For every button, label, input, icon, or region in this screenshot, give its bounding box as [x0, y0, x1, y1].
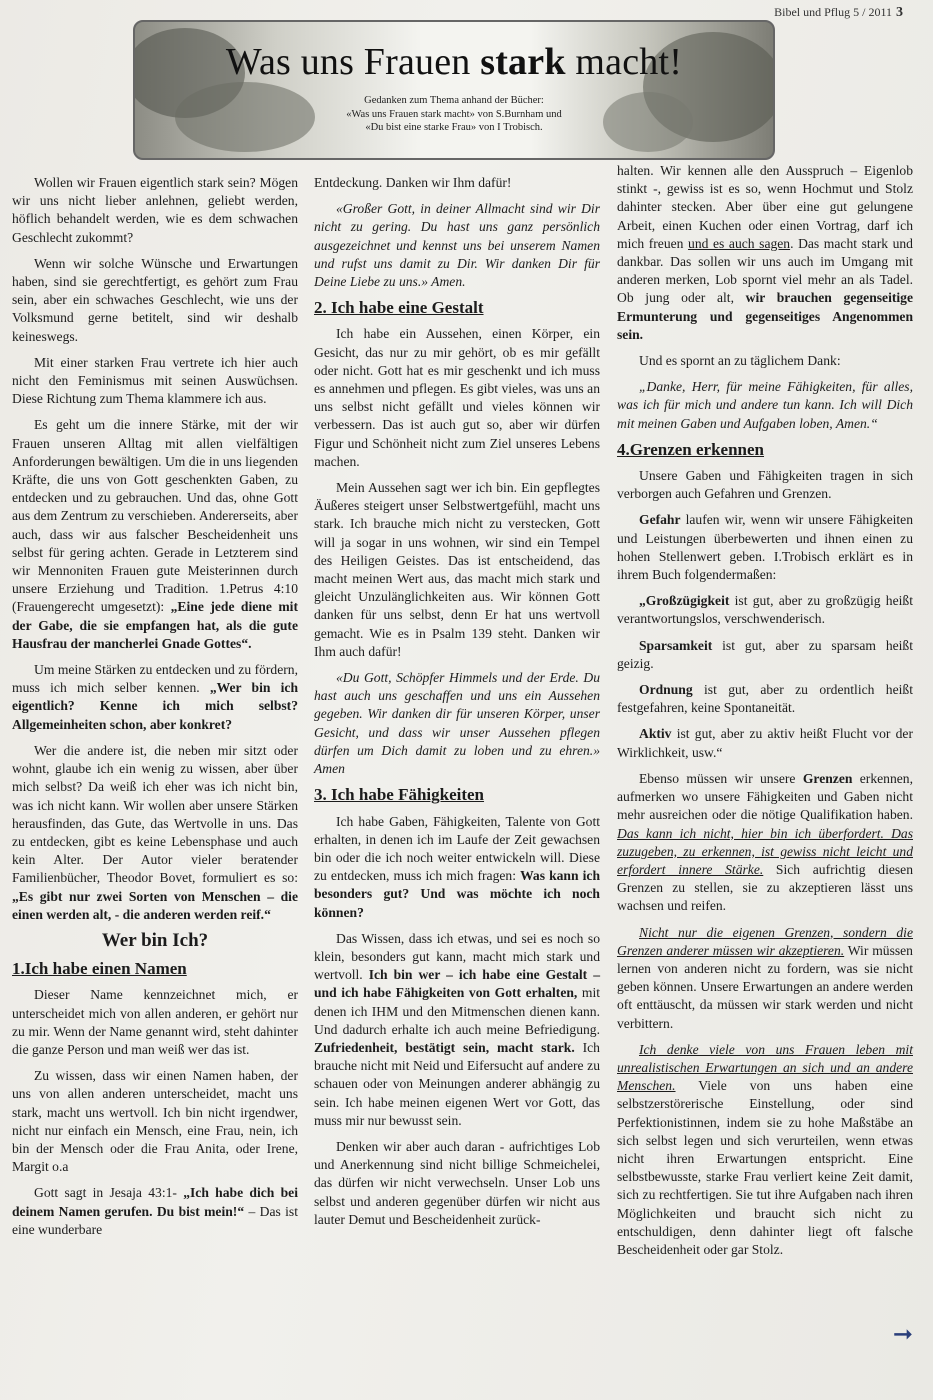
banner-leaf-decoration: [175, 82, 315, 152]
continue-arrow-icon: ➞: [892, 1320, 913, 1348]
paragraph: Mit einer starken Frau vertrete ich hier auch nicht den Feminismus mit seinen Auswüchsen. Diese Richtung zum Thema klammere ich aus.: [12, 354, 298, 407]
column-1: [12, 174, 298, 1247]
prayer-quote: «Großer Gott, in deiner Allmacht sind wir Dir nicht zu gering. Du hast uns ganz persönlich ausgezeichnet und kennst uns bei unserem Namen und rufst uns damit zu Dir. Wir danken Dir für Deine Liebe zu uns.» Amen.: [314, 201, 600, 290]
paragraph: Nicht nur die eigenen Grenzen, sondern die Grenzen anderer müssen wir akzeptieren. Wir müssen lernen von anderen nicht zu fordern, was sie nicht geben können. Unsere Erwartungen an andere werden oft enttäuscht, da müssen wir stark werden und nicht verbittern.: [617, 924, 913, 1031]
paragraph: Ich habe Gaben, Fähigkeiten, Talente von Gott erhalten, in denen ich im Laufe der Zeit gewachsen bin oder die ich noch weiter entwickeln will. Diese zu entdecken, muss ich mich fragen: Was kann ich besonders gut? Und was möchte ich noch können?: [314, 813, 601, 920]
page-number: 3: [896, 5, 903, 20]
paragraph: Entdeckung. Danken wir Ihm dafür!: [314, 175, 512, 190]
paragraph: Und es spornt an zu täglichem Dank:: [639, 353, 841, 369]
article-title: Was uns Frauen stark macht!: [225, 41, 683, 83]
subsection-heading: 2. Ich habe eine Gestalt: [314, 298, 484, 318]
paragraph: Ich denke viele von uns Frauen leben mit unrealistischen Erwartungen an sich und an andere Menschen. Viele von uns haben eine selbstzerstörerische Einstellung, oder sind Perfektionistinnen, indem sie zu hohe Maßstäbe an sich selbst legen und sich verurteilen, wenn etwas nicht ihren Erwartungen entspricht. Eine selbstbewusste, starke Frau verliert keine Zeit damit, sich zu rechtfertigen. Sie tut ihre Aufgaben nach ihren Möglichkeiten und braucht sich nicht zu entschuldigen, denn dahinter liegt oft falsche Bescheidenheit oder gar Stolz.: [617, 1041, 913, 1257]
column-3: [617, 162, 913, 1267]
banner-leaf-decoration: [603, 92, 693, 152]
subsection-heading: 3. Ich habe Fähigkeiten: [314, 785, 485, 805]
paragraph: Unsere Gaben und Fähigkeiten tragen in sich verborgen auch Gefahren und Grenzen.: [617, 468, 913, 502]
paragraph: Ordnung ist gut, aber zu ordentlich heißt festgefahren, keine Spontaneität.: [617, 682, 913, 716]
paragraph: Um meine Stärken zu entdecken und zu fördern, muss ich mich selber kennen. „Wer bin ich eigentlich? Kenne ich mich selbst? Allgemeinheiten schon, aber konkret?: [12, 662, 299, 732]
paragraph: Wollen wir Frauen eigentlich stark sein? Mögen wir uns nicht lieber anlehnen, geliebt werden, höflich behandelt werden, wie es dem schwachen Geschlecht zukommt?: [12, 175, 298, 245]
paragraph: Zu wissen, dass wir einen Namen haben, der uns von allen anderen unterscheidet, macht uns stark, macht uns wertvoll. Ich bin nicht irgendwer, nicht nur einfach ein Mensch, eine Frau, nein, ich bin der Mensch oder die Frau Anita, oder Irene, Margit o.a: [12, 1068, 298, 1175]
paragraph: „Großzügigkeit ist gut, aber zu großzügig heißt verantwortungslos, verschwenderisch.: [617, 593, 913, 627]
paragraph: Ebenso müssen wir unsere Grenzen erkennen, aufmerken wo unsere Fähigkeiten und Gaben nicht mehr ausreichen oder die nötige Qualifikation haben. Das kann ich nicht, hier bin ich überfordert. Das zuzugeben, zu erkennen, ist gewiss nicht leicht und erfordert innere Stärke. Sich aufrichtig diesen Grenzen zu stellen, sie zu akzeptieren lässt uns wachsen und reifen.: [617, 770, 913, 914]
subsection-heading: 4.Grenzen erkennen: [617, 439, 765, 459]
paragraph: Denken wir aber auch daran - aufrichtiges Lob und Anerkennung sind nicht billige Schmeichelei, das dürfen wir nicht verwechseln. Unser Lob uns selbst und anderen gegenüber dürfen wir nicht aus lauter Demut und Bescheidenheit zurück-: [314, 1138, 600, 1227]
column-2: [314, 174, 600, 1237]
paragraph: Wer die andere ist, die neben mir sitzt oder wohnt, glaube ich ein wenig zu wissen, aber über mich selbst? Da weiß ich eher was ich nicht bin, was ich nicht kann. Wir wollen aber unsere Stärken herausfinden, das Gute, das Wertvolle in uns. Das zu entdecken, gibt es keine Lebensphase und auch kein Alter. Der Autor vieler beratender Familienbücher, Theodor Bovet, formuliert es so: „Es gibt nur zwei Sorten von Menschen – die einen werden alt, - die anderen werden reif.“: [12, 742, 298, 922]
paragraph: Gefahr laufen wir, wenn wir unsere Fähigkeiten und Leistungen überbewerten und ihnen einen zu hohen Stellenwert geben. I.Trobisch erklärt es in ihrem Buch folgendermaßen:: [617, 512, 913, 583]
paragraph: Aktiv ist gut, aber zu aktiv heißt Flucht vor der Wirklichkeit, usw.“: [617, 726, 913, 760]
paragraph: Sparsamkeit ist gut, aber zu sparsam heißt geizig.: [617, 637, 913, 671]
paragraph: Dieser Name kennzeichnet mich, er unterscheidet mich von allen anderen, er gehört nur zu mir. Wenn der Name genannt wird, steht dahinter die ganze Person und man weiß wer das ist.: [12, 987, 298, 1057]
subsection-heading: 1.Ich habe einen Namen: [12, 959, 187, 979]
article-subtitle: Gedanken zum Thema anhand der Bücher: «Was uns Frauen stark macht» von S.Burnham und «Du bist eine starke Frau» von I Trobisch.: [346, 95, 562, 133]
section-heading: Wer bin Ich?: [101, 929, 209, 951]
paragraph: Ich habe ein Aussehen, einen Körper, ein Gesicht, das nur zu mir gehört, ob es mir gefällt oder nicht. Gott hat es mir geschenkt und ich muss es annehmen und pflegen. Es gibt vieles, was uns an uns selbst nicht gefällt und vieles können wir verbessern. Das ist auch gut so, aber wir dürfen Figur und Schönheit nicht zum Ziel unseres Lebens machen.: [314, 326, 600, 469]
paragraph: Mein Aussehen sagt wer ich bin. Ein gepflegtes Äußeres steigert unser Selbstwertgefühl, macht uns stark. Ich brauche mich nicht zu verstecken, Gott will ja sogar in uns wohnen, wir sind ein Tempel des Heiligen Geistes. Das ist entscheidend, das macht meinen Wert aus, das macht mich stark und gleicht Unzulänglichkeiten aus. Wir können Gott danken für uns selbst, denn Er hat uns wertvoll gemacht. Wie es in Psalm 139 steht. Danken wir Ihm auch dafür!: [314, 480, 600, 659]
paragraph: Das Wissen, dass ich etwas, und sei es noch so klein, besonders gut kann, macht mich stark und wertvoll. Ich bin wer – ich habe eine Gestalt – und ich habe Fähigkeiten von Gott erhalten, mit denen ich IHM und den Mitmenschen dienen kann. Und dadurch erhalte ich auch meine Befriedigung. Zufriedenheit, bestätigt sein, macht stark. Ich brauche nicht mit Neid und Eifersucht auf andere zu schauen oder von Meinungen anderer abhängig zu sein. Ich habe meinen eigenen Wert vor Gott, das muss mir nur bewusst sein.: [314, 930, 601, 1128]
prayer-quote: «Du Gott, Schöpfer Himmels und der Erde. Du hast auch uns geschaffen und uns ein Aussehen gegeben. Wir danken dir für unseren Körper, unser Gesicht, und dass wir unser Aussehen pflegen dürfen um Dich damit zu loben und zu ehren.» Amen: [314, 670, 600, 777]
title-banner: [133, 20, 775, 160]
paragraph: Es geht um die innere Stärke, mit der wir Frauen unseren Alltag mit allen vielfältigen Anforderungen bewältigen. Um die in uns liegenden Kräfte, die uns von Gott geschenkten Gaben, zu entdecken und zu gebrauchen. Und das, ohne Gott aus dem Zentrum zu verschieben. Andererseits, aber auch, dass wir aus falscher Bescheidenheit uns selbst für gering achten. Gerade in Letzterem sind wir Mennoniten Frauen gute Meisterinnen durch unsere Erziehung und Tradition. 1.Petrus 4:10 (Frauengerecht umgesetzt): „Eine jede diene mit der Gabe, die sie empfangen hat, als die gute Hausfrau der mancherlei Gnade Gottes“.: [12, 417, 298, 651]
paragraph: Gott sagt in Jesaja 43:1- „Ich habe dich bei deinem Namen gerufen. Du bist mein!“ – Das ist eine wunderbare: [12, 1185, 298, 1237]
prayer-quote: „Danke, Herr, für meine Fähigkeiten, für alles, was ich für mich und andere tun kann. Ich will Dich mit meinen Gaben und Aufgaben loben, Amen.“: [617, 379, 913, 431]
running-header: [774, 5, 903, 21]
paragraph: Wenn wir solche Wünsche und Erwartungen haben, sind sie gerechtfertigt, es gehört zum Frau sein, aber ein schwaches Geschlecht, wie uns der Volksmund gerne betitelt, sind wir deshalb keineswegs.: [12, 255, 298, 344]
paragraph: halten. Wir kennen alle den Ausspruch – Eigenlob stinkt -, gewiss ist es so, wenn Hochmut und Stolz dahinter stecken. Aber über eine gut gelungene Arbeit, einen Kuchen oder einen Vortrag, darf ich mich freuen und es auch sagen. Das macht stark und dankbar. Das sollen wir uns auch im Umgang mit anderen merken, Lob spornt viel mehr an als Tadel. Ob jung oder alt, wir brauchen gegenseitige Ermunterung und gegenseitiges Angenommen sein.: [617, 163, 913, 342]
running-header-text: Bibel und Pflug 5 / 2011: [774, 5, 892, 19]
